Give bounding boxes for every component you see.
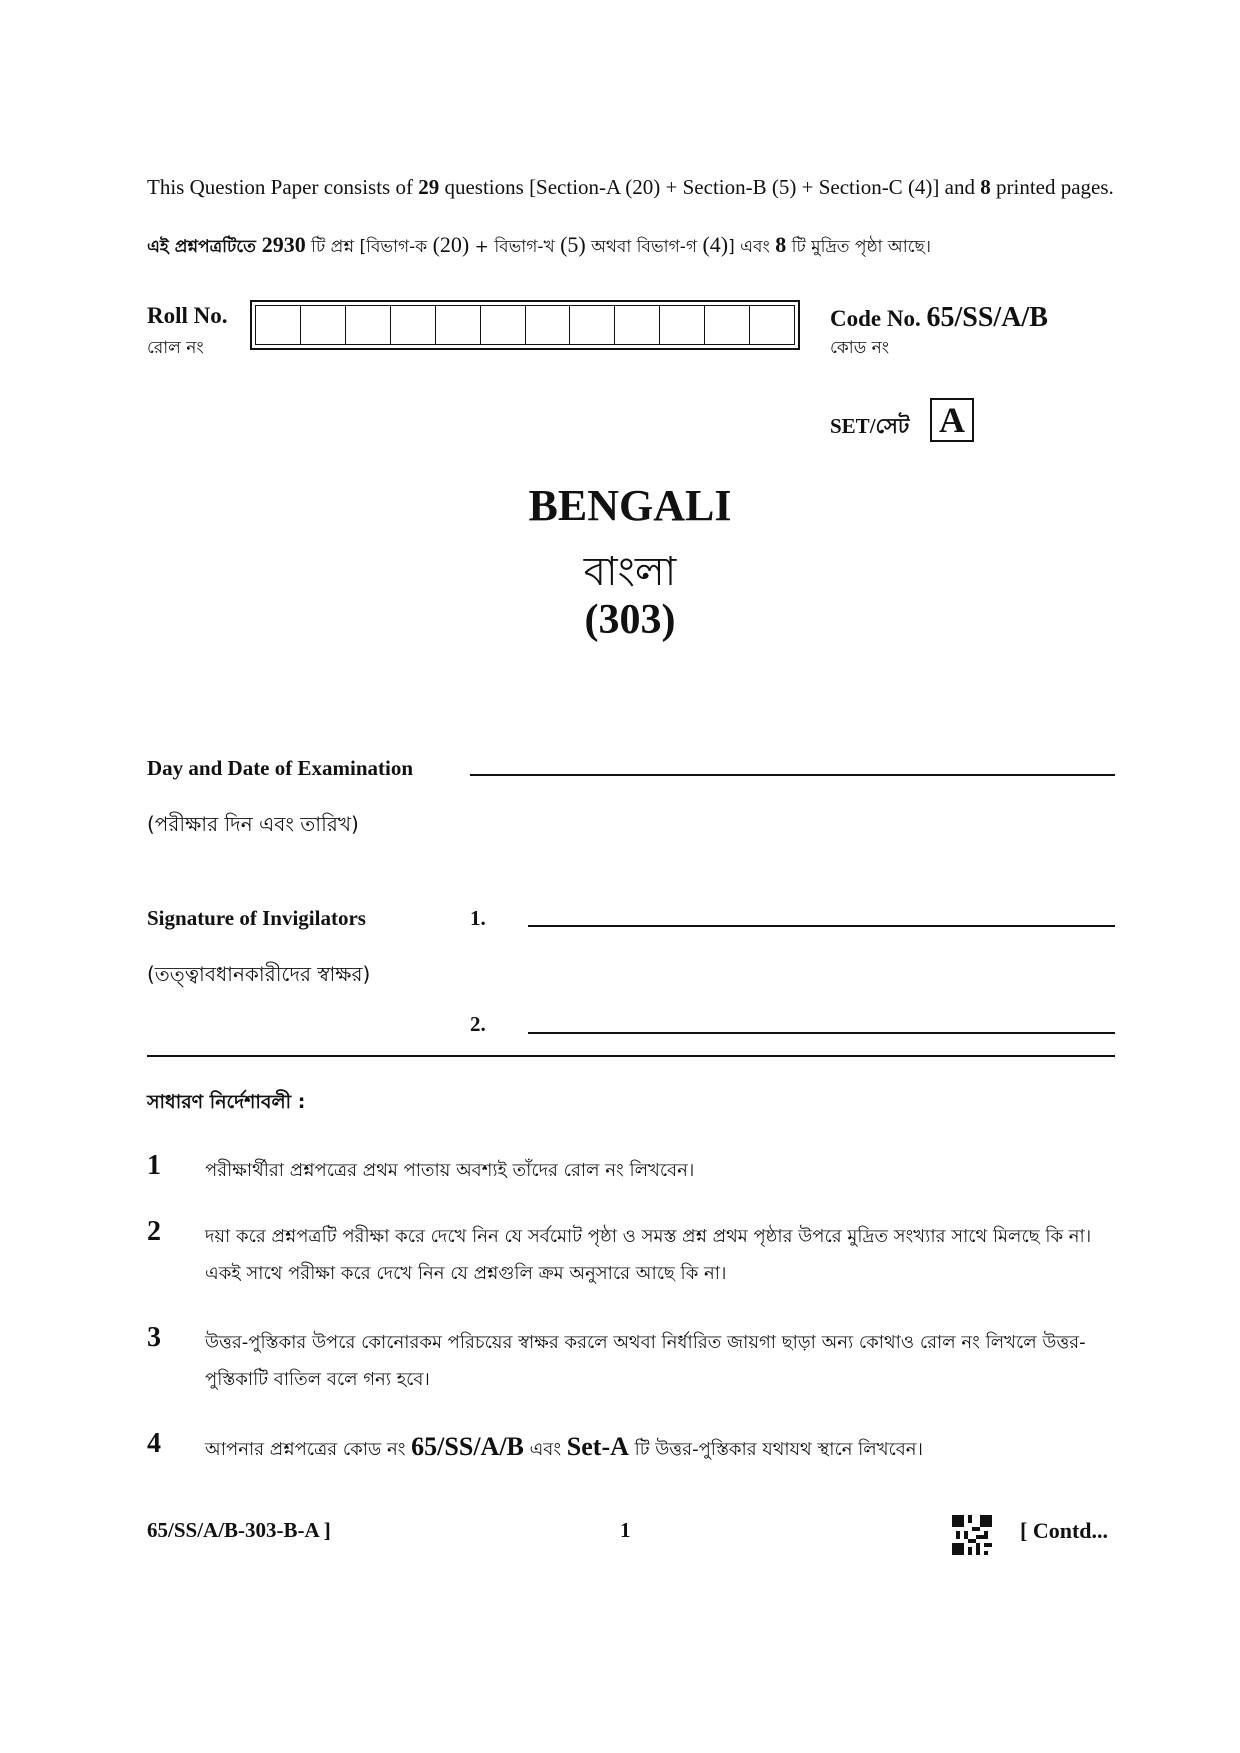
code-number-label: Code No. <box>830 306 921 331</box>
footer-page-number: 1 <box>620 1518 631 1542</box>
intro-bn-and: ] এবং <box>728 237 776 257</box>
instruction-number: 1 <box>147 1150 161 1181</box>
invigilator-signature-label: Signature of Invigilators <box>147 906 366 930</box>
roll-box[interactable] <box>570 305 615 345</box>
roll-box[interactable] <box>750 305 795 345</box>
code-number-value: 65/SS/A/B <box>926 302 1048 333</box>
roll-number-label-bengali: রোল নং <box>147 338 204 358</box>
instruction-text <box>205 1428 1120 1468</box>
set-label: SET/সেট <box>830 414 910 438</box>
footer-continued: [ Contd... <box>1020 1518 1109 1543</box>
exam-date-label-bengali: (পরীক্ষার দিন এবং তারিখ) <box>147 812 359 836</box>
instruction-text: দয়া করে প্রশ্নপত্রটি পরীক্ষা করে দেখে নিন যে সর্বমোট পৃষ্ঠা ও সমস্ত প্রশ্ন প্রথম পৃষ্ঠার উপরে মুদ্রিত সংখ্যার সাথে মিলছে কি না। একই সাথে পরীক্ষা করে দেখে নিন যে প্রশ্নগুলি ক্রম অনুসারে আছে কি না। <box>205 1226 1092 1284</box>
intro-bn-b-count: (5) <box>560 232 586 257</box>
intro-bn-section-a: টি প্রশ্ন [বিভাগ-ক <box>305 237 433 257</box>
roll-box[interactable] <box>615 305 660 345</box>
roll-box[interactable] <box>660 305 705 345</box>
instruction-4-set: Set-A <box>566 1432 629 1461</box>
intro-en-page-count: 8 <box>980 175 991 199</box>
invigilator-2-number: 2. <box>470 1012 486 1036</box>
intro-bn-section-b: + বিভাগ-খ <box>469 237 561 257</box>
instruction-4-code: 65/SS/A/B <box>411 1432 524 1461</box>
roll-number-label: Roll No. <box>147 303 228 328</box>
roll-box[interactable] <box>301 305 346 345</box>
instruction-4-post: টি উত্তর-পুস্তিকার যথাযথ স্থানে লিখবেন। <box>628 1439 923 1460</box>
general-instructions-heading: সাধারণ নির্দেশাবলী : <box>147 1091 306 1113</box>
roll-box[interactable] <box>705 305 750 345</box>
roll-box[interactable] <box>255 305 301 345</box>
intro-en-end: printed pages. <box>990 175 1114 199</box>
intro-bengali <box>147 232 1127 260</box>
invigilator-1-number: 1. <box>470 906 486 930</box>
instruction-text: উত্তর-পুস্তিকার উপরে কোনোরকম পরিচয়ের স্বাক্ষর করলে অথবা নির্ধারিত জায়গা ছাড়া অন্য কোথাও রোল নং লিখলে উত্তর-পুস্তিকাটি বাতিল বলে গন্য হবে। <box>205 1332 1086 1390</box>
intro-bn-page-count: 8 <box>775 232 787 257</box>
code-number-label-bengali: কোড নং <box>830 338 890 358</box>
intro-bn-c-count: (4) <box>702 232 729 257</box>
subject-code: (303) <box>584 597 676 643</box>
intro-en-text: This Question Paper consists of <box>147 175 419 199</box>
set-value-box: A <box>930 398 974 442</box>
invigilator-signature-label-bengali: (তত্ত্বাবধানকারীদের স্বাক্ষর) <box>147 962 371 986</box>
instruction-4-pre: আপনার প্রশ্নপত্রের কোড নং <box>205 1439 412 1460</box>
subject-title-bengali: বাংলা <box>583 549 677 595</box>
roll-box[interactable] <box>436 305 481 345</box>
roll-box[interactable] <box>526 305 571 345</box>
footer-paper-code: 65/SS/A/B-303-B-A ] <box>147 1518 331 1542</box>
qr-code-icon <box>952 1515 992 1555</box>
roll-box[interactable] <box>391 305 436 345</box>
invigilator-1-signature-line[interactable] <box>528 925 1115 927</box>
exam-date-line[interactable] <box>470 774 1115 776</box>
roll-number-boxes[interactable] <box>250 300 800 350</box>
code-number <box>830 302 1048 334</box>
instruction-number: 4 <box>147 1428 161 1459</box>
subject-title-english: BENGALI <box>528 481 732 530</box>
section-divider <box>147 1055 1115 1057</box>
intro-bn-end: টি মুদ্রিত পৃষ্ঠা আছে। <box>786 237 931 257</box>
roll-box[interactable] <box>346 305 391 345</box>
exam-date-label: Day and Date of Examination <box>147 756 414 780</box>
roll-box[interactable] <box>481 305 526 345</box>
instruction-4-mid: এবং <box>523 1439 567 1460</box>
instruction-text: পরীক্ষার্থীরা প্রশ্নপত্রের প্রথম পাতায় অবশ্যই তাঁদের রোল নং লিখবেন। <box>205 1160 695 1181</box>
intro-bn-question-count: 2930 <box>261 232 306 257</box>
instruction-number: 3 <box>147 1322 161 1353</box>
intro-en-question-count: 29 <box>418 175 440 199</box>
invigilator-2-signature-line[interactable] <box>528 1032 1115 1034</box>
intro-bn-a-count: (20) <box>432 232 470 257</box>
intro-en-sections: questions [Section-A (20) + Section-B (5) + Section-C (4)] and <box>439 175 981 199</box>
instruction-number: 2 <box>147 1216 161 1247</box>
intro-bn-text: এই প্রশ্নপত্রটিতে <box>147 237 262 257</box>
intro-english <box>147 174 1117 200</box>
intro-bn-section-c: অথবা বিভাগ-গ <box>585 237 703 257</box>
